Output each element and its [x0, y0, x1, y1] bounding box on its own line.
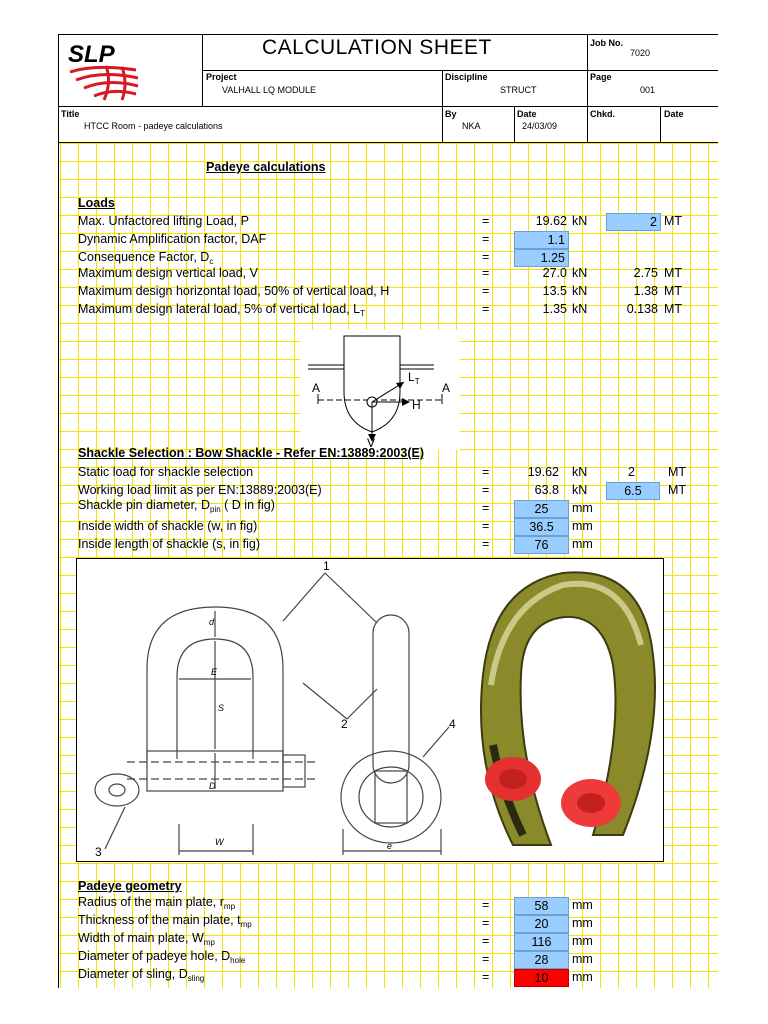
row-label — [78, 913, 252, 932]
row-label — [78, 302, 365, 321]
row-label: Maximum design vertical load, V — [78, 266, 258, 280]
job-no-value: 7020 — [630, 48, 651, 58]
shackle-photo — [473, 565, 663, 857]
header-vline-date2 — [660, 106, 661, 142]
job-no-label: Job No. — [590, 38, 623, 48]
callout-number: 3 — [95, 845, 102, 859]
unit: MT — [664, 214, 683, 228]
row-label: Inside length of shackle (s, in fig) — [78, 537, 261, 551]
dimension-label: D — [209, 781, 216, 791]
equals-sign: = — [482, 250, 490, 264]
label-subscript: sling — [187, 974, 205, 983]
value-cell: 63.8 — [534, 483, 559, 497]
label-text: Radius of the main plate, r — [78, 895, 224, 909]
date2-label: Date — [664, 109, 684, 119]
discipline-value: STRUCT — [500, 85, 537, 95]
page-label: Page — [590, 72, 612, 82]
value-cell: 2.75 — [633, 266, 658, 280]
discipline-label: Discipline — [445, 72, 488, 82]
title-label: Title — [61, 109, 80, 119]
header-top-border — [58, 34, 718, 35]
row-label: Inside width of shackle (w, in fig) — [78, 519, 258, 533]
unit: MT — [668, 465, 687, 479]
row-label: Dynamic Amplification factor, DAF — [78, 232, 267, 246]
row-label: Working load limit as per EN:13889:2003(E) — [78, 483, 322, 497]
loads-title: Loads — [78, 196, 115, 210]
label-text: Shackle pin diameter, D — [78, 498, 211, 512]
value-cell: 19.62 — [535, 214, 567, 228]
dimension-label: W — [215, 837, 224, 847]
row-label — [78, 895, 235, 914]
warning-cell[interactable]: 10 — [514, 969, 569, 987]
input-cell[interactable]: 2 — [606, 213, 661, 231]
unit: mm — [572, 501, 593, 515]
page-value: 001 — [640, 85, 656, 95]
label-text-suffix: ( D in fig) — [220, 498, 275, 512]
unit: kN — [572, 214, 588, 228]
input-cell[interactable]: 36.5 — [514, 518, 569, 536]
unit: mm — [572, 916, 593, 930]
value-cell: 2 — [628, 465, 635, 479]
row-label: Static load for shackle selection — [78, 465, 254, 479]
label-subscript: c — [209, 257, 214, 266]
sheet-left-border — [58, 34, 59, 988]
unit: MT — [664, 284, 683, 298]
shackle-title: Shackle Selection : Bow Shackle - Refer EN:13889:2003(E) — [78, 446, 424, 460]
equals-sign: = — [482, 284, 490, 298]
unit: kN — [572, 266, 588, 280]
equals-sign: = — [482, 465, 490, 479]
callout-number: 4 — [449, 717, 456, 731]
page-heading: Padeye calculations — [206, 160, 326, 174]
unit: mm — [572, 898, 593, 912]
row-label — [78, 967, 204, 986]
dimension-label: e — [387, 841, 393, 851]
label-text: Maximum design lateral load, 5% of vertical load, L — [78, 302, 361, 316]
lateral-load-label — [408, 370, 420, 386]
row-label: Maximum design horizontal load, 50% of vertical load, H — [78, 284, 390, 298]
value-cell: 1.35 — [542, 302, 567, 316]
dimension-label: S — [218, 703, 225, 713]
input-cell[interactable]: 116 — [514, 933, 569, 951]
date-label: Date — [517, 109, 537, 119]
equals-sign: = — [482, 952, 490, 966]
shackle-figure — [76, 558, 664, 862]
value-cell: 13.5 — [542, 284, 567, 298]
unit: mm — [572, 519, 593, 533]
equals-sign: = — [482, 519, 490, 533]
equals-sign: = — [482, 970, 490, 984]
equals-sign: = — [482, 537, 490, 551]
chkd-label: Chkd. — [590, 109, 616, 119]
input-cell[interactable]: 58 — [514, 897, 569, 915]
unit: kN — [572, 465, 588, 479]
padeye-title: Padeye geometry — [78, 879, 182, 893]
row-label: Max. Unfactored lifting Load, P — [78, 214, 249, 228]
header-vline-chkd — [587, 106, 588, 142]
title-value: HTCC Room - padeye calculations — [84, 121, 223, 131]
unit: kN — [572, 284, 588, 298]
slp-logo — [66, 40, 142, 102]
header-vline-date — [514, 106, 515, 142]
label-text: Width of main plate, W — [78, 931, 204, 945]
unit: kN — [572, 302, 588, 316]
unit: kN — [572, 483, 588, 497]
unit: MT — [668, 483, 687, 497]
unit: mm — [572, 934, 593, 948]
value-cell: 0.138 — [626, 302, 658, 316]
section-label-left: A — [312, 381, 321, 395]
value-cell: 27.0 — [542, 266, 567, 280]
row-label — [78, 498, 275, 517]
equals-sign: = — [482, 916, 490, 930]
input-cell[interactable]: 1.25 — [514, 249, 569, 267]
header-row-divider-2 — [58, 106, 718, 107]
horizontal-load-label: H — [412, 398, 421, 412]
label-subscript: T — [414, 377, 420, 386]
callout-number: 2 — [341, 717, 348, 731]
equals-sign: = — [482, 302, 490, 316]
input-cell[interactable]: 1.1 — [514, 231, 569, 249]
header-vline-discipline — [442, 70, 443, 142]
project-label: Project — [206, 72, 237, 82]
label-subscript: hole — [230, 956, 246, 965]
header-row-divider-1 — [202, 70, 718, 71]
input-cell[interactable]: 20 — [514, 915, 569, 933]
label-subscript: pin — [210, 505, 221, 514]
header-bottom-border — [58, 142, 718, 143]
unit: MT — [664, 266, 683, 280]
unit: mm — [572, 970, 593, 984]
label-text: Thickness of the main plate, t — [78, 913, 241, 927]
label-text: Diameter of sling, D — [78, 967, 188, 981]
sheet-title: CALCULATION SHEET — [262, 36, 492, 59]
header-vline-logo — [202, 34, 203, 106]
date-value: 24/03/09 — [522, 121, 558, 131]
by-value: NKA — [462, 121, 481, 131]
unit: mm — [572, 537, 593, 551]
input-cell[interactable]: 25 — [514, 500, 569, 518]
svg-text:SLP: SLP — [68, 41, 115, 68]
label-subscript: T — [360, 309, 365, 318]
padeye-load-diagram — [300, 330, 460, 450]
header-vline-job — [587, 34, 588, 106]
project-value: VALHALL LQ MODULE — [222, 85, 317, 95]
label-text: L — [408, 370, 415, 384]
input-cell[interactable]: 28 — [514, 951, 569, 969]
vertical-load-label: V — [367, 436, 376, 450]
equals-sign: = — [482, 898, 490, 912]
label-subscript: mp — [203, 938, 215, 947]
callout-number: 1 — [323, 559, 330, 573]
row-label — [78, 931, 215, 950]
input-cell[interactable]: 6.5 — [606, 482, 660, 500]
dimension-label: E — [211, 667, 218, 677]
label-subscript: mp — [240, 920, 252, 929]
label-subscript: mp — [223, 902, 236, 911]
equals-sign: = — [482, 934, 490, 948]
dimension-label: d — [209, 617, 215, 627]
equals-sign: = — [482, 266, 490, 280]
row-label — [78, 949, 245, 968]
by-label: By — [445, 109, 457, 119]
section-label-right: A — [442, 381, 451, 395]
equals-sign: = — [482, 214, 490, 228]
value-cell: 1.38 — [633, 284, 658, 298]
unit: MT — [664, 302, 683, 316]
unit: mm — [572, 952, 593, 966]
label-text: Consequence Factor, D — [78, 250, 210, 264]
equals-sign: = — [482, 483, 490, 497]
equals-sign: = — [482, 501, 490, 515]
value-cell: 19.62 — [527, 465, 559, 479]
equals-sign: = — [482, 232, 490, 246]
input-cell[interactable]: 76 — [514, 536, 569, 554]
label-text: Diameter of padeye hole, D — [78, 949, 231, 963]
